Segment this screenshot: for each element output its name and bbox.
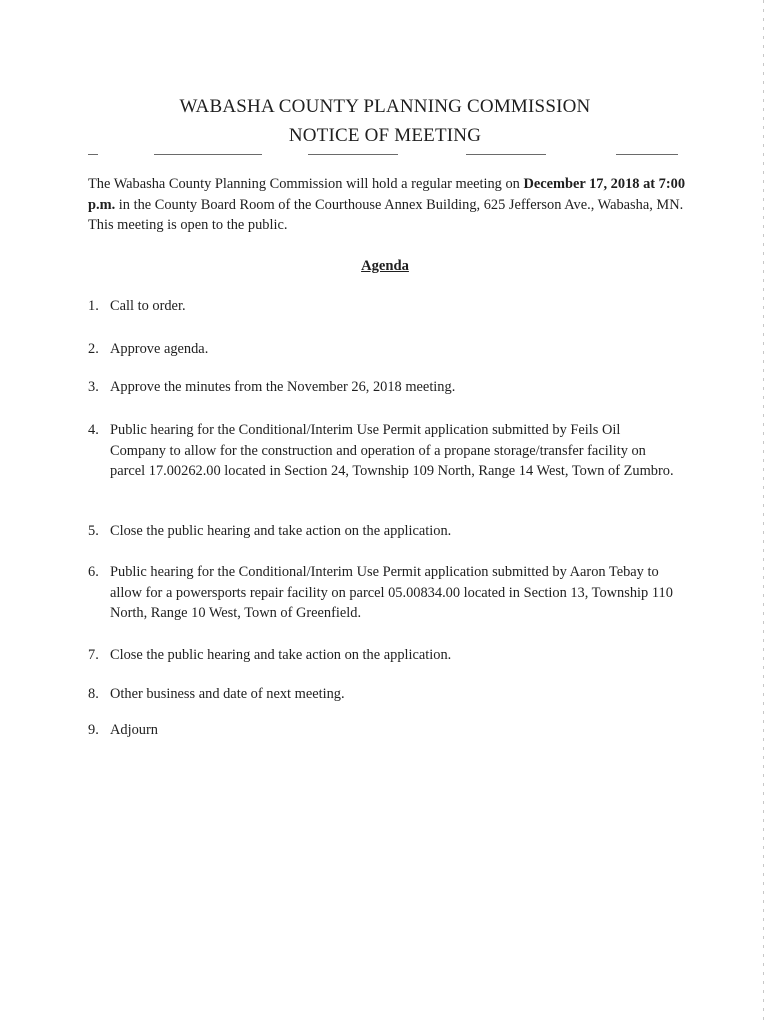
agenda-item-number: 5. [88,523,99,539]
agenda-item-text: Other business and date of next meeting. [110,686,345,702]
agenda-item-number: 9. [88,722,99,738]
scan-divider [616,154,678,155]
agenda-item-number: 1. [88,298,99,314]
agenda-item [88,562,678,624]
agenda-item-text: Public hearing for the Conditional/Interim Use Permit application submitted by Feils Oil Company to allow for the construction and operation of a propane storage/transfer facility on parcel 17.00262.00 located in Section 24, Township 109 North, Range 14 West, Town of Zumbro. [110,422,674,479]
agenda-item-number: 7. [88,647,99,663]
intro-text: in the County Board Room of the Courthouse Annex Building, 625 Jefferson Ave., Wabasha, MN. This meeting is open to the public. [88,196,684,233]
agenda-item [88,720,678,741]
agenda-item-text: Adjourn [110,722,158,738]
scan-edge-artifact [763,0,764,1024]
agenda-item-text: Close the public hearing and take action on the application. [110,523,452,539]
agenda-item-number: 3. [88,379,99,395]
agenda-item [88,377,678,398]
meeting-date: December 17, 2018 [523,176,640,192]
agenda-item-text: Close the public hearing and take action on the application. [110,647,452,663]
agenda-item-number: 8. [88,686,99,702]
agenda-item-text: Call to order. [110,298,186,314]
document-title: WABASHA COUNTY PLANNING COMMISSION [179,96,591,117]
agenda-item-number: 2. [88,341,99,357]
agenda-item [88,684,678,705]
agenda-item [88,645,678,666]
agenda-item-number: 4. [88,422,99,438]
scan-divider [88,154,98,155]
agenda-item-text: Approve agenda. [110,341,209,357]
scan-divider [308,154,398,155]
agenda-item-text: Approve the minutes from the November 26, 2018 meeting. [110,379,456,395]
scan-divider [154,154,262,155]
agenda-heading: Agenda [361,258,409,274]
agenda-item-text: Public hearing for the Conditional/Interim Use Permit application submitted by Aaron Tebay to allow for a powersports repair facility on parcel 05.00834.00 located in Section 13, Township 110 North, Range 10 West, Town of Greenfield. [110,564,673,621]
intro-paragraph [88,174,688,236]
agenda-item [88,296,678,317]
agenda-item [88,339,678,360]
document-subtitle: NOTICE OF MEETING [288,125,482,146]
intro-text: The Wabasha County Planning Commission will hold a regular meeting on [88,176,524,192]
meeting-time: at 7:00 p.m. [88,176,686,213]
agenda-item-number: 6. [88,564,99,580]
scan-divider [466,154,546,155]
agenda-item [88,420,678,482]
agenda-item [88,521,678,542]
